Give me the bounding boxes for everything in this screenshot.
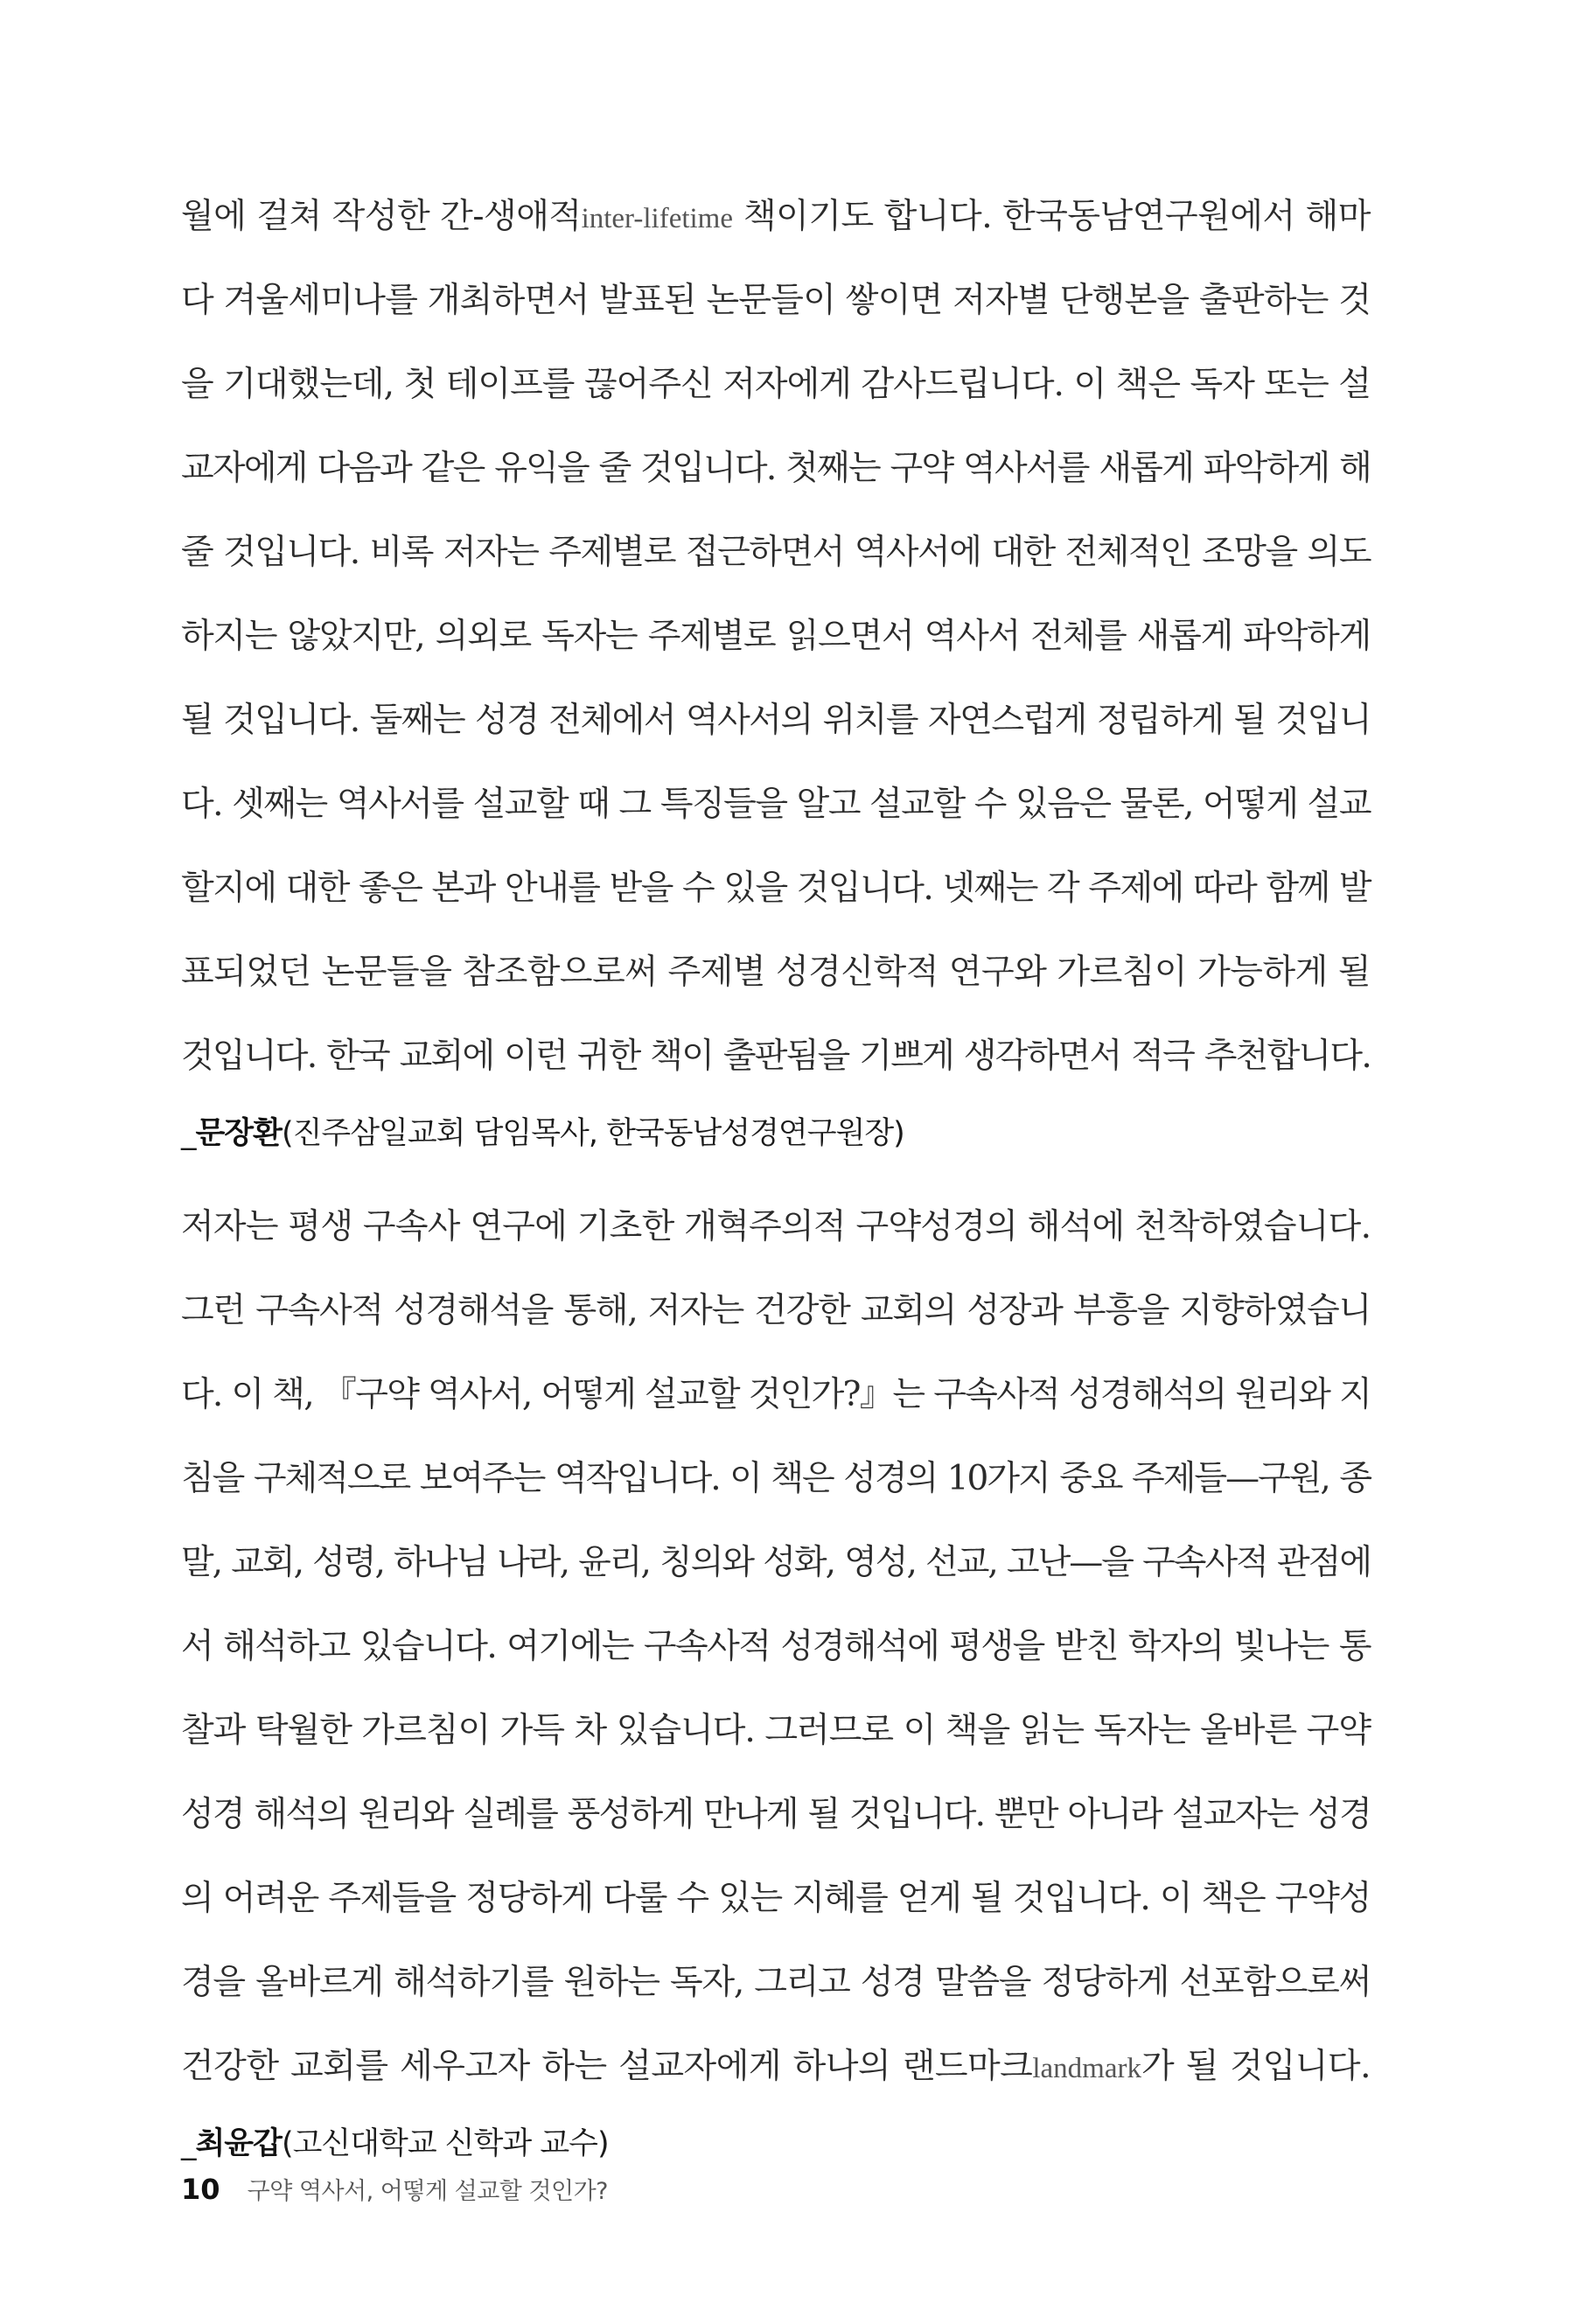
text-line: 저자는 평생 구속사 연구에 기초한 개혁주의적 구약성경의 해석에 천착하였습니다. (181, 1207, 1371, 1246)
text-line: 표되었던 논문들을 참조함으로써 주제별 성경신학적 연구와 가르침이 가능하게 될 (181, 953, 1371, 992)
text-line: 교자에게 다음과 같은 유익을 줄 것입니다. 첫째는 구약 역사서를 새롭게 파악하게 해 (181, 449, 1371, 488)
page-number: 10 (181, 2173, 220, 2206)
attribution-mark: _ (181, 1116, 196, 1151)
endorsement-1 (181, 175, 1371, 1169)
text-line: 할지에 대한 좋은 본과 안내를 받을 수 있을 것입니다. 넷째는 각 주제에 따라 함께 발 (181, 869, 1371, 908)
endorser-affiliation: (고신대학교 신학과 교수) (281, 2126, 609, 2161)
text-line: 다. 셋째는 역사서를 설교할 때 그 특징들을 알고 설교할 수 있음은 물론, 어떻게 설교 (181, 785, 1371, 824)
text-line: 침을 구체적으로 보여주는 역작입니다. 이 책은 성경의 10가지 중요 주제들—구원, 종 (181, 1459, 1371, 1498)
text-line: 다 겨울세미나를 개최하면서 발표된 논문들이 쌓이면 저자별 단행본을 출판하는 것 (181, 281, 1371, 320)
text-line: 그런 구속사적 성경해석을 통해, 저자는 건강한 교회의 성장과 부흥을 지향하였습니 (181, 1291, 1371, 1330)
endorser-attribution (181, 1099, 1371, 1169)
endorsement-2 (181, 1185, 1371, 2179)
text-line: 줄 것입니다. 비록 저자는 주제별로 접근하면서 역사서에 대한 전체적인 조망을 의도 (181, 533, 1371, 572)
endorsement-body (181, 175, 1371, 1099)
endorser-name: 최윤갑 (195, 2126, 282, 2161)
text-line: 다. 이 책, 『구약 역사서, 어떻게 설교할 것인가?』는 구속사적 성경해석의 원리와 지 (181, 1375, 1371, 1414)
text-line: 월에 걸쳐 작성한 간-생애적inter-lifetime 책이기도 합니다. 한국동남연구원에서 해마 (181, 197, 1371, 236)
text-line: 말, 교회, 성령, 하나님 나라, 윤리, 칭의와 성화, 영성, 선교, 고난—을 구속사적 관점에 (181, 1543, 1371, 1582)
latin-term: inter-lifetime (581, 203, 733, 234)
text-line: 것입니다. 한국 교회에 이런 귀한 책이 출판됨을 기쁘게 생각하면서 적극 추천합니다. (181, 1036, 1371, 1076)
text-line: 찰과 탁월한 가르침이 가득 차 있습니다. 그러므로 이 책을 읽는 독자는 올바른 구약 (181, 1711, 1371, 1750)
running-title: 구약 역사서, 어떻게 설교할 것인가? (247, 2178, 609, 2205)
endorser-affiliation: (진주삼일교회 담임목사, 한국동남성경연구원장) (281, 1116, 904, 1151)
text-line: 건강한 교회를 세우고자 하는 설교자에게 하나의 랜드마크landmark가 될 것입니다. (181, 2047, 1371, 2086)
text-line: 성경 해석의 원리와 실례를 풍성하게 만나게 될 것입니다. 뿐만 아니라 설교자는 성경 (181, 1795, 1371, 1834)
latin-term: landmark (1032, 2053, 1141, 2084)
text-line: 하지는 않았지만, 의외로 독자는 주제별로 읽으면서 역사서 전체를 새롭게 파악하게 (181, 617, 1371, 656)
text-line: 서 해석하고 있습니다. 여기에는 구속사적 성경해석에 평생을 받친 학자의 빛나는 통 (181, 1627, 1371, 1666)
text-line: 을 기대했는데, 첫 테이프를 끊어주신 저자에게 감사드립니다. 이 책은 독자 또는 설 (181, 365, 1371, 404)
text-line: 경을 올바르게 해석하기를 원하는 독자, 그리고 성경 말씀을 정당하게 선포함으로써 (181, 1963, 1371, 2002)
text-line: 될 것입니다. 둘째는 성경 전체에서 역사서의 위치를 자연스럽게 정립하게 될 것입니 (181, 701, 1371, 740)
endorser-name: 문장환 (195, 1116, 282, 1151)
attribution-mark: _ (181, 2126, 196, 2161)
page-footer (181, 2167, 608, 2211)
endorsement-body (181, 1185, 1371, 2109)
text-line: 의 어려운 주제들을 정당하게 다룰 수 있는 지혜를 얻게 될 것입니다. 이 책은 구약성 (181, 1879, 1371, 1918)
